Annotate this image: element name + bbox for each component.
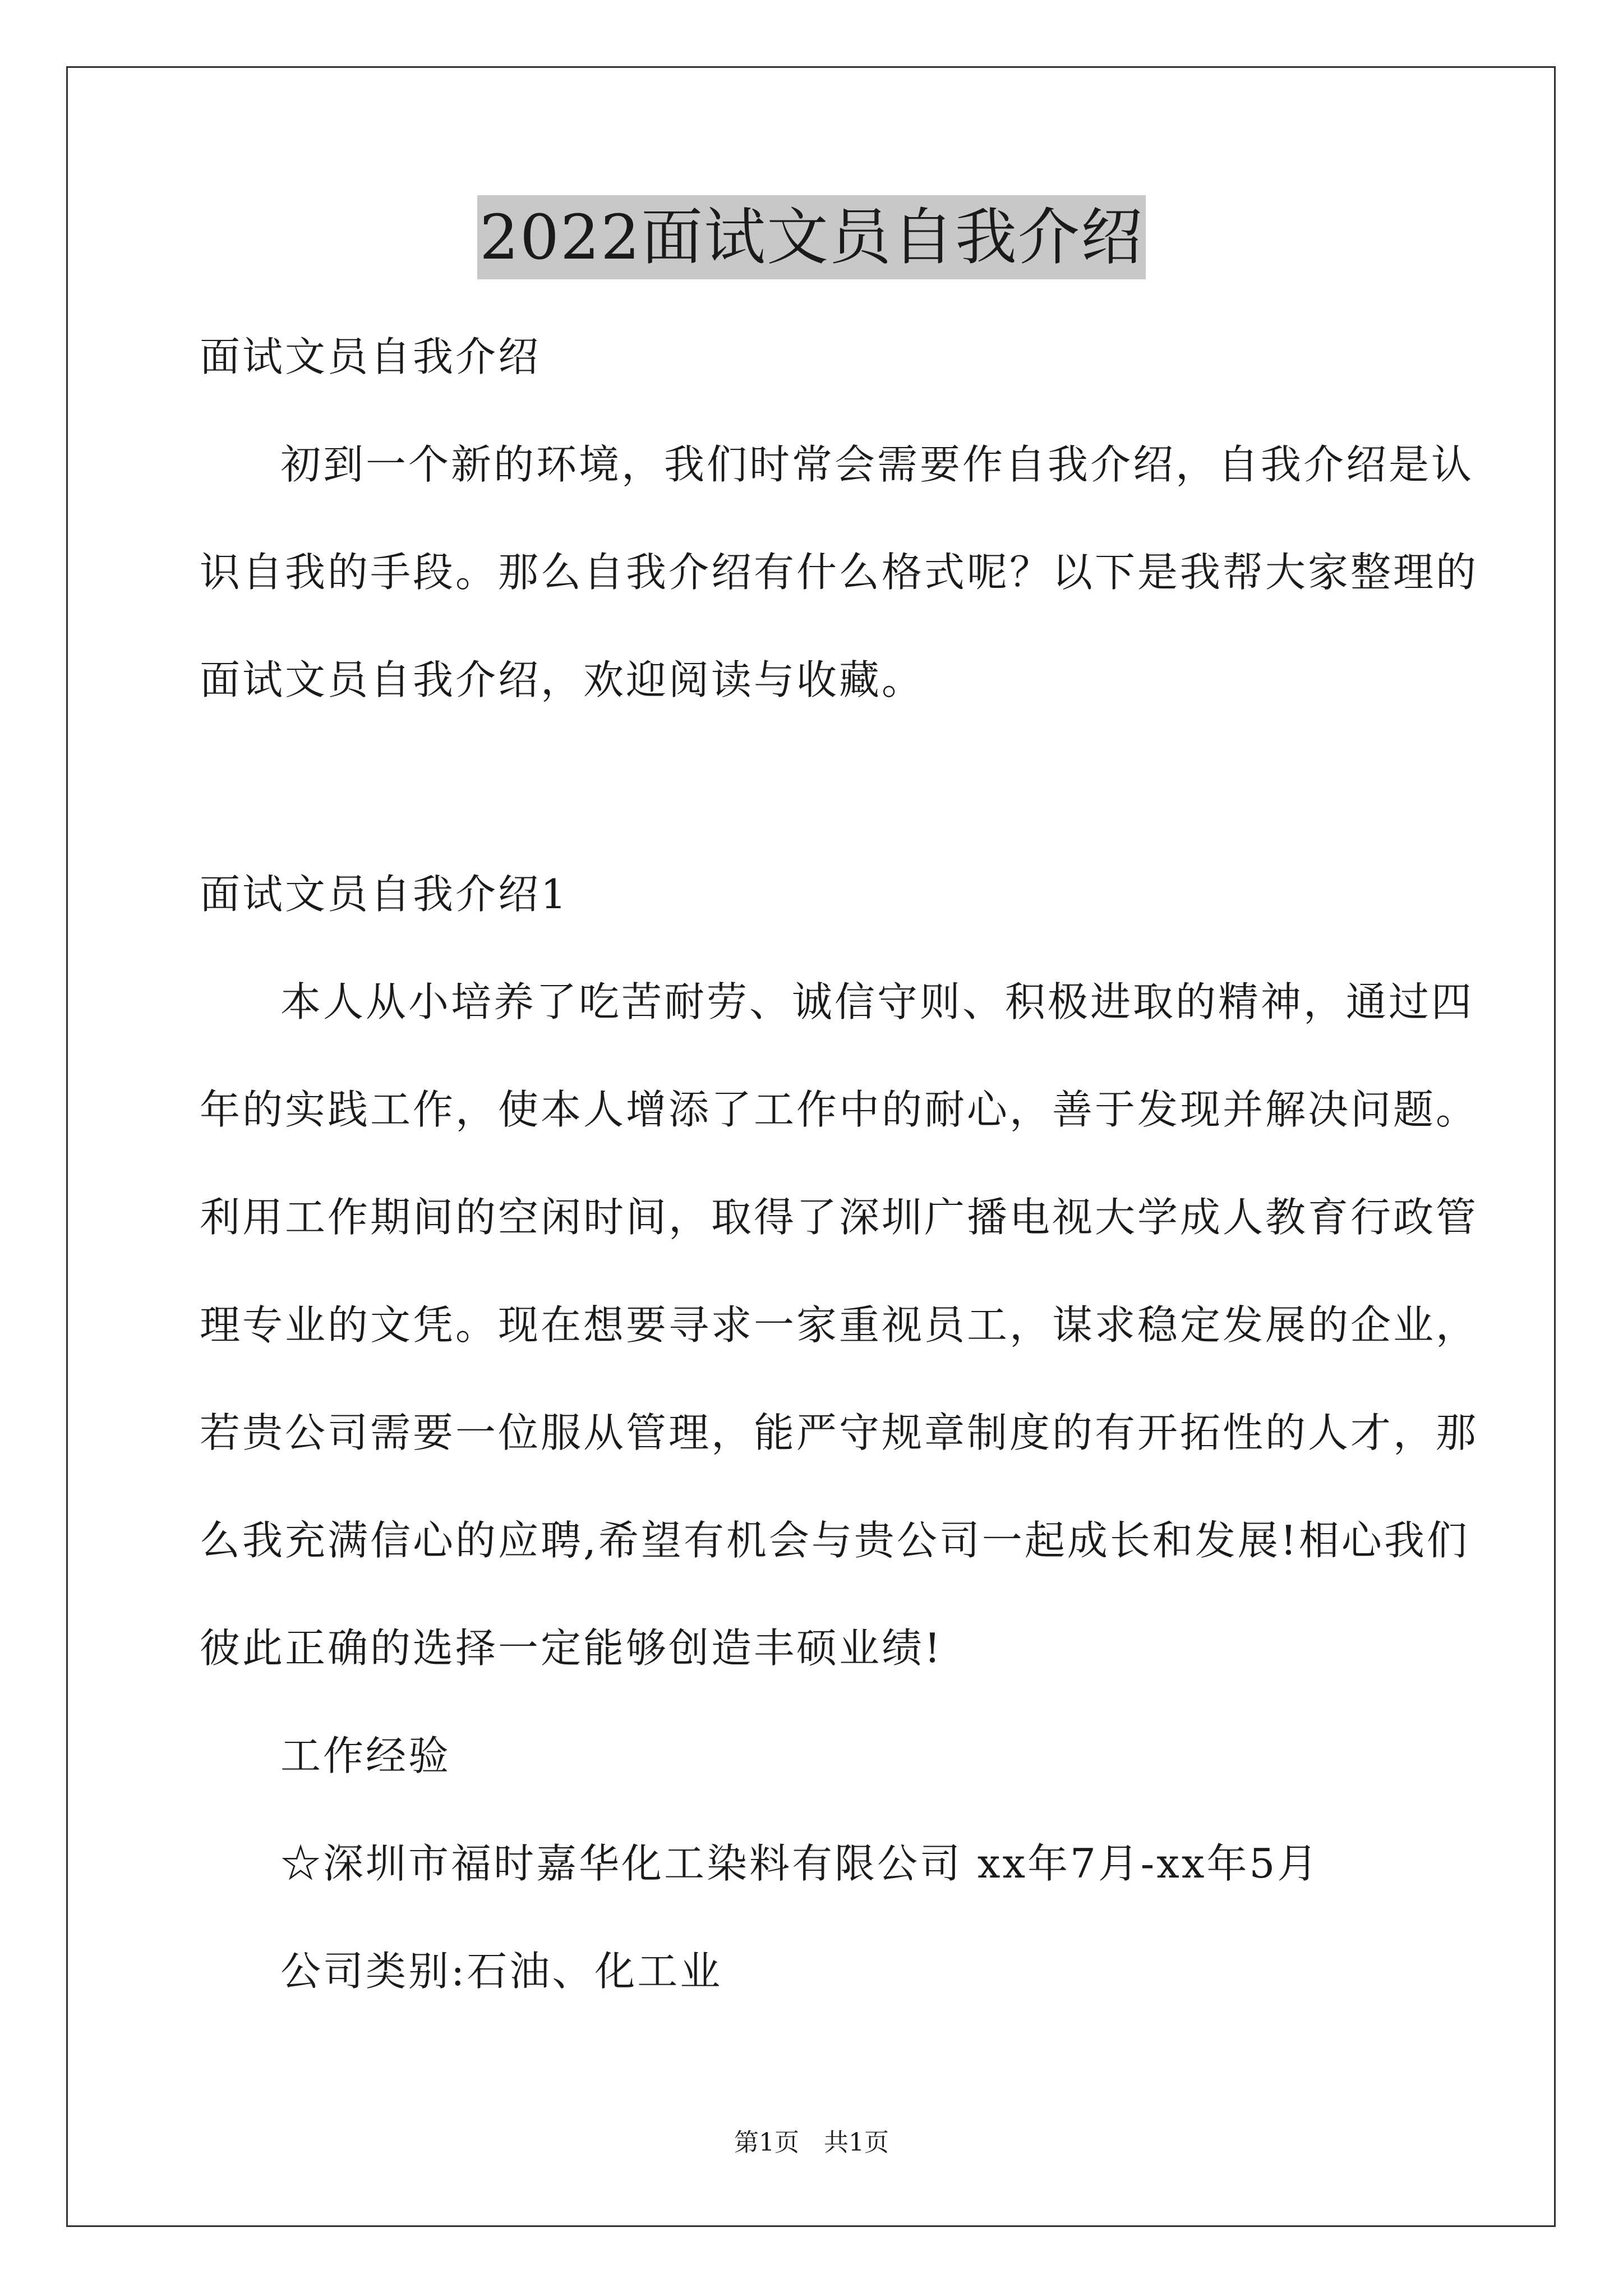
section1-line-6: 么我充满信心的应聘,希望有机会与贵公司一起成长和发展!相心我们: [200, 1517, 1469, 1564]
intro-line-3: 面试文员自我介绍，欢迎阅读与收藏。: [200, 656, 925, 703]
section1-line-3: 利用工作期间的空闲时间，取得了深圳广播电视大学成人教育行政管: [200, 1194, 1479, 1241]
section1-line-2: 年的实践工作，使本人增添了工作中的耐心，善于发现并解决问题。: [200, 1086, 1479, 1133]
title-container: [0, 195, 1623, 279]
page-number-current: 第1页: [734, 2128, 799, 2157]
page-footer: [0, 2126, 1623, 2160]
document-title: 2022面试文员自我介绍: [477, 195, 1146, 279]
section1-heading: 面试文员自我介绍1: [200, 871, 569, 918]
intro-line-2: 识自我的手段。那么自我介绍有什么格式呢？以下是我帮大家整理的: [200, 549, 1479, 596]
page-number-total: 共1页: [824, 2128, 889, 2157]
work-company: ☆深圳市福时嘉华化工染料有限公司 xx年7月-xx年5月: [280, 1840, 1320, 1887]
section1-line-7: 彼此正确的选择一定能够创造丰硕业绩!: [200, 1625, 943, 1672]
section-gap: [200, 734, 1428, 840]
section1-line-5: 若贵公司需要一位服从管理，能严守规章制度的有开拓性的人才，那: [200, 1409, 1479, 1456]
document-body: [200, 303, 1479, 2025]
section1-line-4: 理专业的文凭。现在想要寻求一家重视员工，谋求稳定发展的企业，: [200, 1301, 1479, 1349]
section1-line-1: 本人从小培养了吃苦耐劳、诚信守则、积极进取的精神，通过四: [280, 978, 1474, 1025]
work-heading: 工作经验: [280, 1732, 451, 1779]
intro-line-1: 初到一个新的环境，我们时常会需要作自我介绍，自我介绍是认: [280, 441, 1474, 488]
intro-heading: 面试文员自我介绍: [200, 333, 541, 380]
work-category: 公司类别:石油、化工业: [280, 1948, 723, 1995]
